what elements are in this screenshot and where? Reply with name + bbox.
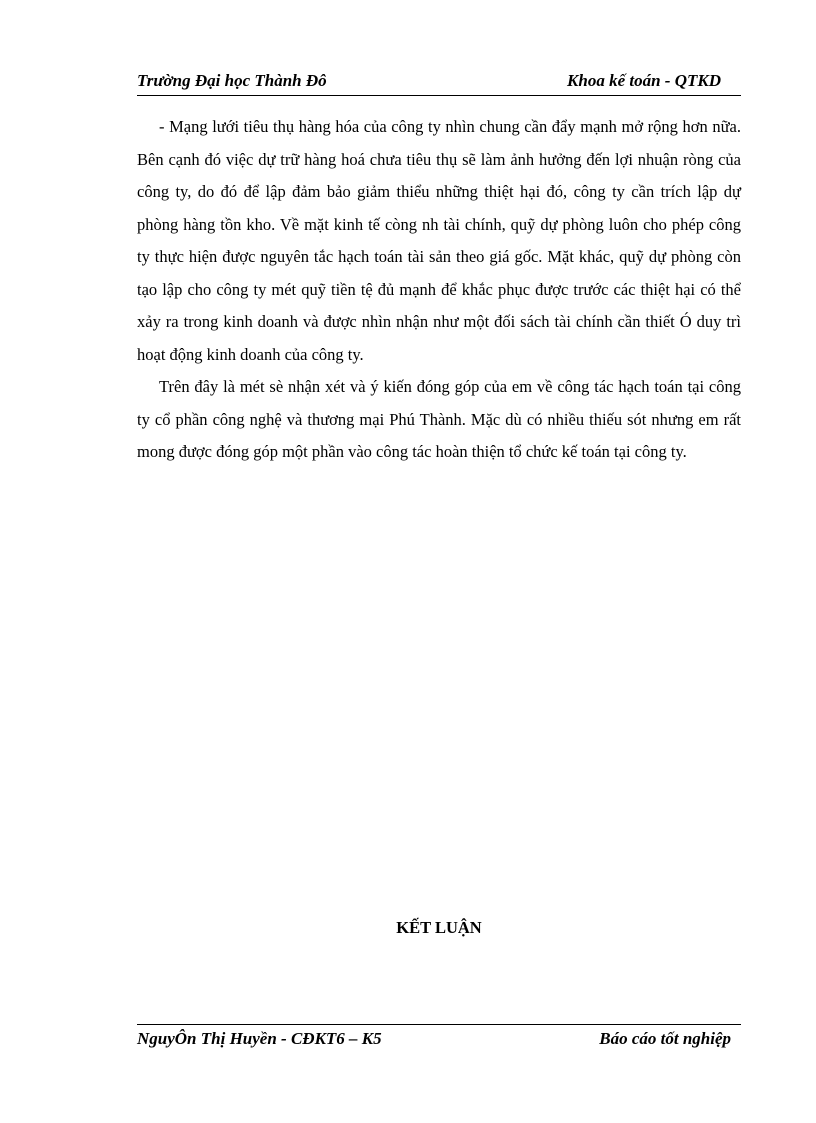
header-faculty-name: Khoa kế toán - QTKD [567, 71, 721, 90]
header-school-name: Trường Đại học Thành Đô [137, 71, 327, 90]
conclusion-heading: KẾT LUẬN [396, 918, 482, 937]
footer-author: NguyÔn Thị Huyền - CĐKT6 – K5 [137, 1029, 382, 1048]
document-body [137, 111, 741, 469]
paragraph-recommendation: - Mạng lưới tiêu thụ hàng hóa của công ty nhìn chung cần đẩy mạnh mở rộng hơn nữa. Bên cạnh đó việc dự trữ hàng hoá chưa tiêu thụ sẽ làm ảnh hưởng đến lợi nhuận ròng của công ty, do đó để lập đảm bảo giảm thiểu những thiệt hại đó, công ty cần trích lập dự phòng hàng tồn kho. Về mặt kinh tế còng nh tài chính, quỹ dự phòng luôn cho phép công ty thực hiện được nguyên tắc hạch toán tài sản theo giá gốc. Mặt khác, quỹ dự phòng còn tạo lập cho công ty mét quỹ tiền tệ đủ mạnh để khắc phục được trước các thiệt hại có thể xảy ra trong kinh doanh và được nhìn nhận như một đối sách tài chính cần thiết Ó duy trì hoạt động kinh doanh của công ty. [137, 117, 741, 364]
page-footer [137, 1024, 741, 1055]
page-header [137, 70, 741, 96]
paragraph-summary: Trên đây là mét sè nhận xét và ý kiến đóng góp của em về công tác hạch toán tại công ty cổ phần công nghệ và thương mại Phú Thành. Mặc dù có nhiều thiếu sót nhưng em rất mong được đóng góp một phần vào công tác hoàn thiện tổ chức kế toán tại công ty. [137, 377, 741, 461]
footer-report-type: Báo cáo tốt nghiệp [599, 1029, 731, 1048]
